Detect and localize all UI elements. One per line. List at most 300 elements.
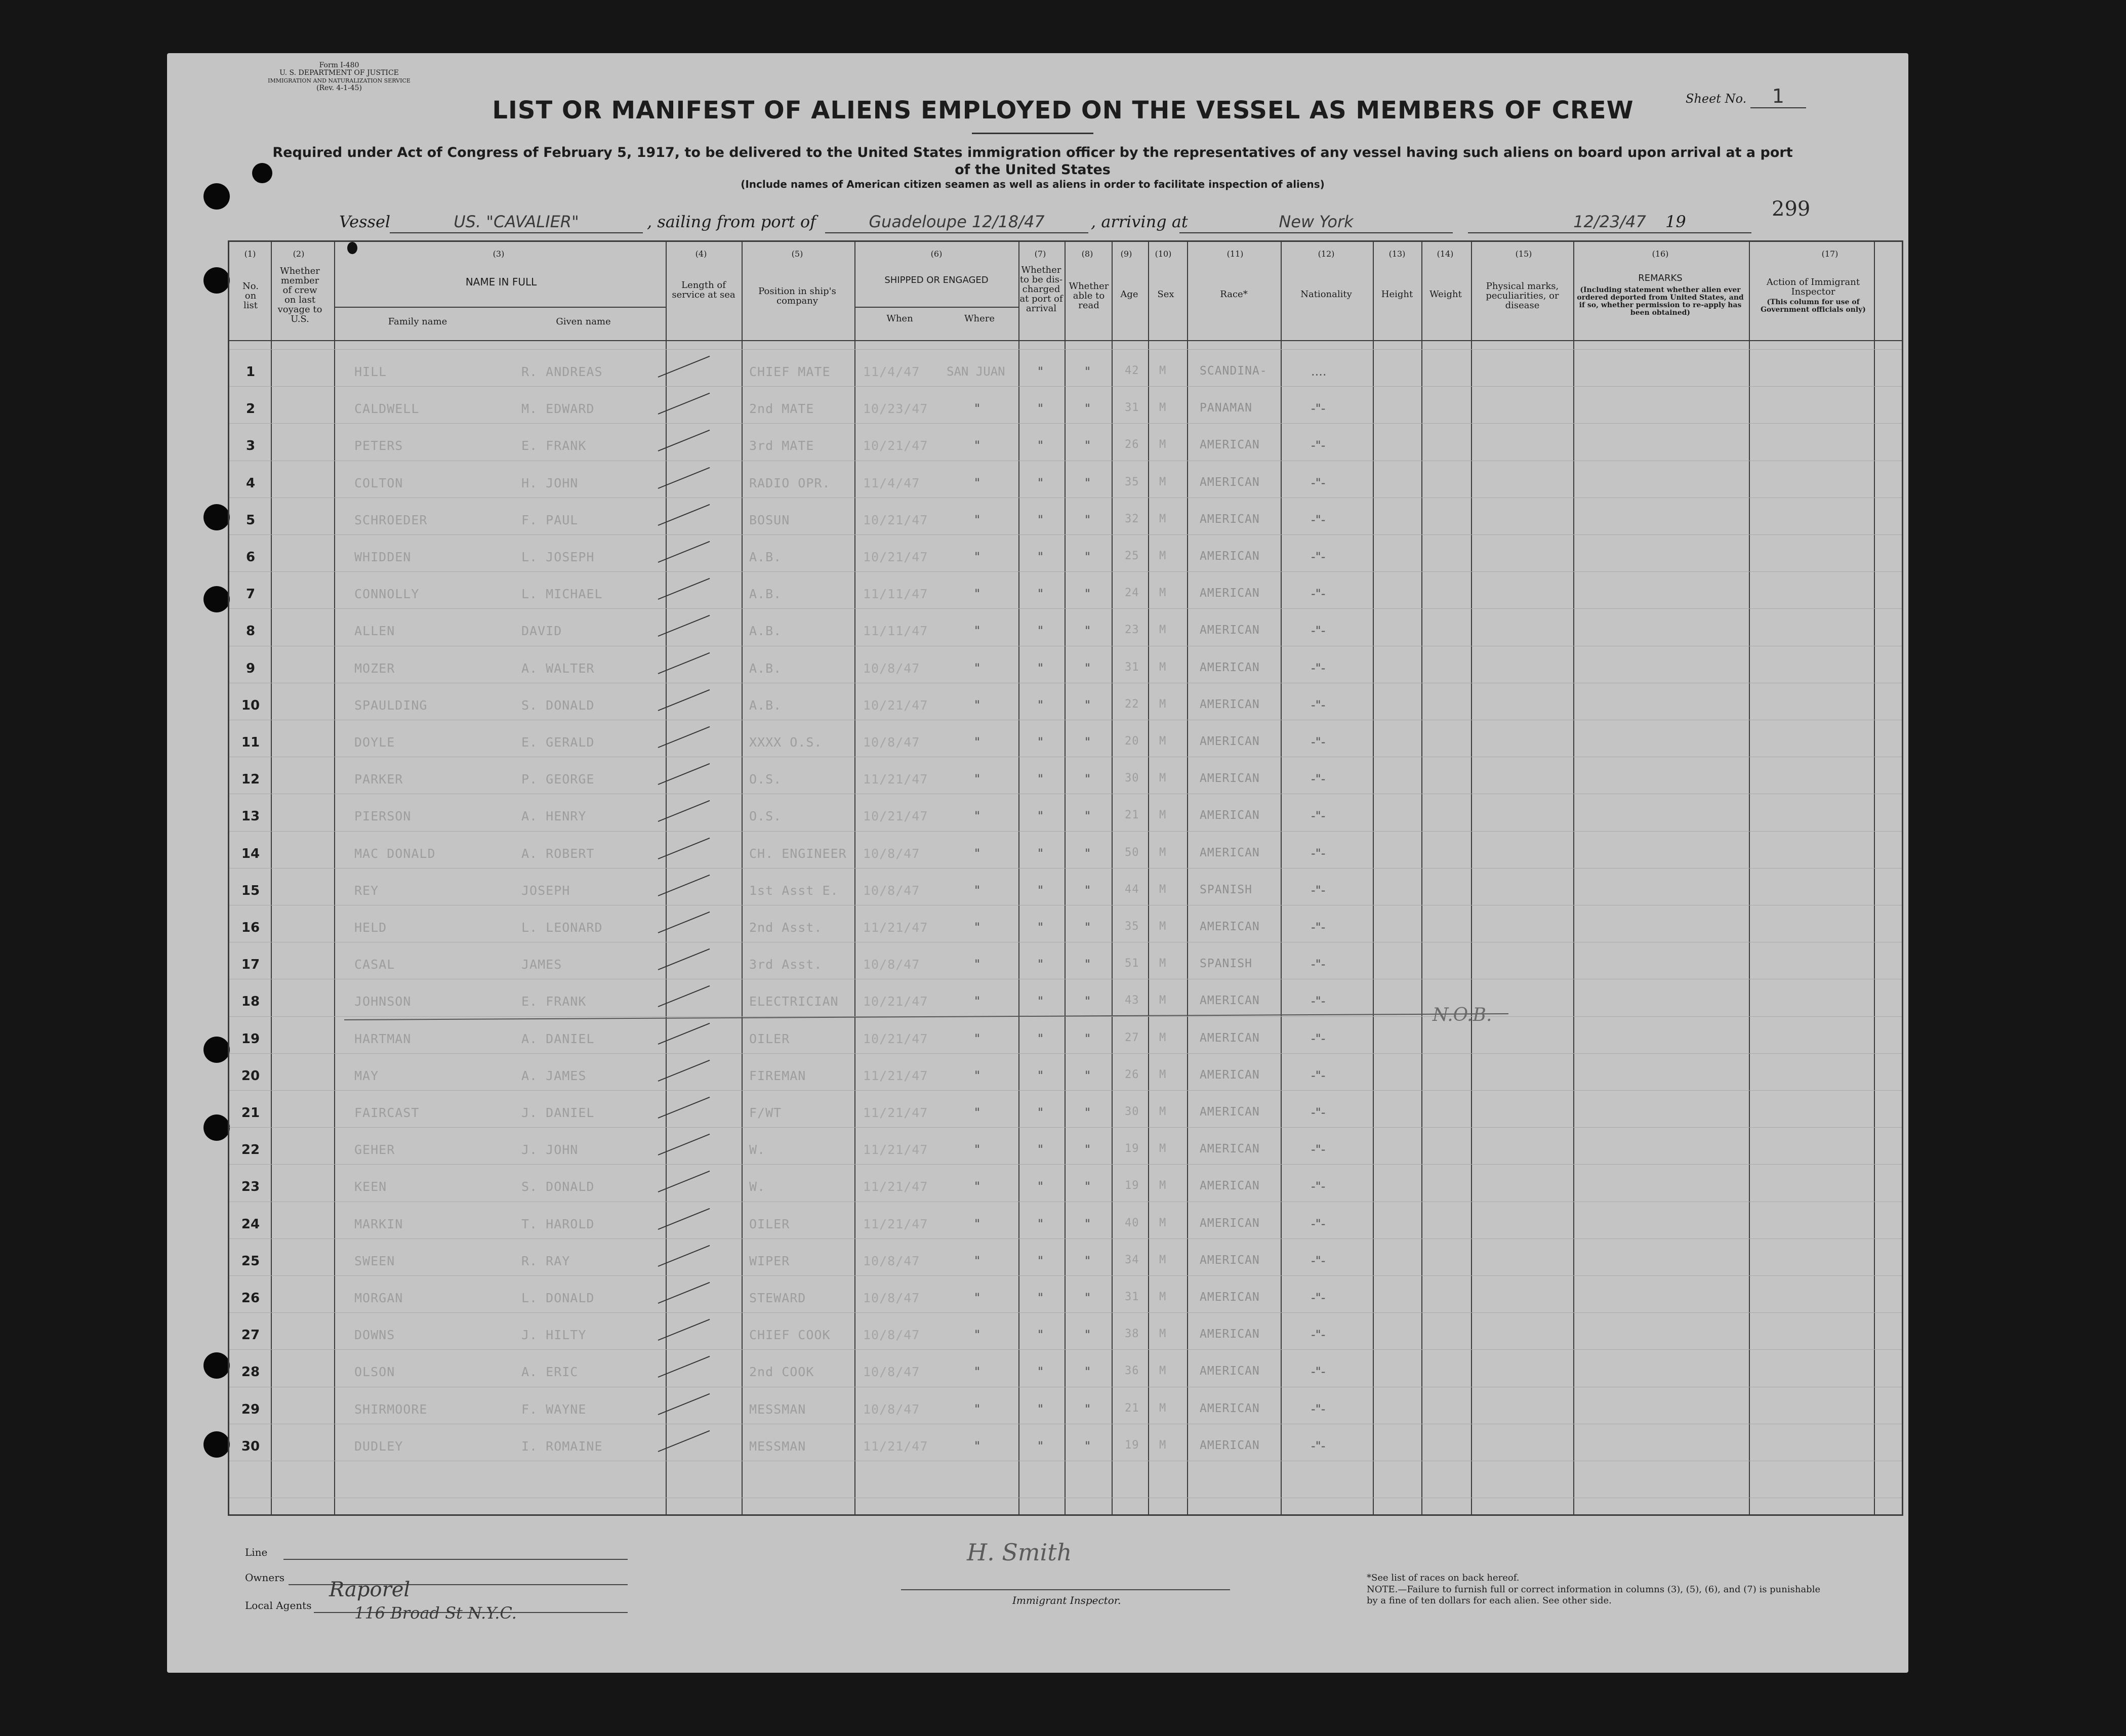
shipped-where: " xyxy=(974,1328,980,1342)
family-name: ALLEN xyxy=(354,624,395,639)
row-rule xyxy=(229,1312,1902,1313)
sex: M xyxy=(1159,438,1167,451)
page-title: LIST OR MANIFEST OF ALIENS EMPLOYED ON THE VESSEL AS MEMBERS OF CREW xyxy=(492,96,1634,125)
header-remarks-note: (Including statement whether alien ever ordered deported from United States, and if so, whether permission to re-apply has been obtained) xyxy=(1577,286,1744,317)
header-height: Height xyxy=(1381,289,1413,300)
sheet-count: 299 xyxy=(1772,197,1811,221)
header-no-on-list: No. on list xyxy=(242,281,259,311)
punch-hole xyxy=(203,183,230,210)
shipped-when: 11/21/47 xyxy=(863,772,928,787)
year-label: 19 xyxy=(1665,212,1686,231)
age: 23 xyxy=(1125,624,1139,637)
shipped-when: 10/21/47 xyxy=(863,512,928,527)
discharged-ditto: " xyxy=(1038,1105,1044,1120)
row-number: 13 xyxy=(241,809,260,824)
row-number: 18 xyxy=(241,994,260,1010)
race: AMERICAN xyxy=(1200,1438,1260,1452)
shipped-when: 11/21/47 xyxy=(863,1068,928,1083)
agents-label: Local Agents xyxy=(245,1599,312,1611)
shipped-where: " xyxy=(974,1216,980,1231)
race: AMERICAN xyxy=(1200,1105,1260,1119)
position: STEWARD xyxy=(749,1291,806,1305)
given-name: A. ERIC xyxy=(521,1365,579,1380)
family-name: FAIRCAST xyxy=(354,1105,420,1120)
shipped-when: 10/21/47 xyxy=(863,994,928,1009)
able-read-ditto: " xyxy=(1085,550,1091,564)
nationality: -"- xyxy=(1311,1068,1326,1083)
position: O.S. xyxy=(749,772,782,787)
column-divider xyxy=(1874,242,1875,1514)
age: 22 xyxy=(1125,697,1139,711)
shipped-where: " xyxy=(974,1031,980,1046)
nationality: -"- xyxy=(1311,587,1326,601)
row-number: 3 xyxy=(246,438,256,454)
age: 50 xyxy=(1125,846,1139,859)
column-divider xyxy=(271,242,272,1514)
nationality: -"- xyxy=(1311,550,1326,564)
family-name: MAY xyxy=(354,1068,379,1083)
given-name: J. DANIEL xyxy=(521,1105,595,1120)
col-num-2: (2) xyxy=(293,249,305,259)
race: AMERICAN xyxy=(1200,994,1260,1008)
given-name: J. HILTY xyxy=(521,1328,587,1343)
sex: M xyxy=(1159,1401,1167,1415)
nob-annotation: N.O.B. xyxy=(1433,1005,1492,1025)
race: AMERICAN xyxy=(1200,809,1260,822)
able-read-ditto: " xyxy=(1085,1142,1091,1157)
able-read-ditto: " xyxy=(1085,1401,1091,1416)
able-read-ditto: " xyxy=(1085,364,1091,379)
sex: M xyxy=(1159,1105,1167,1118)
nationality: -"- xyxy=(1311,1105,1326,1120)
able-read-ditto: " xyxy=(1085,697,1091,712)
able-read-ditto: " xyxy=(1085,475,1091,490)
row-rule xyxy=(229,1053,1902,1054)
row-rule xyxy=(229,608,1902,609)
age: 19 xyxy=(1125,1438,1139,1452)
shipped-where: " xyxy=(974,550,980,564)
discharged-ditto: " xyxy=(1038,697,1044,712)
col-num-15: (15) xyxy=(1515,249,1532,259)
able-read-ditto: " xyxy=(1085,883,1091,897)
header-given-name: Given name xyxy=(556,316,611,327)
age: 51 xyxy=(1125,957,1139,970)
race: AMERICAN xyxy=(1200,1291,1260,1304)
able-read-ditto: " xyxy=(1085,512,1091,527)
discharged-ditto: " xyxy=(1038,1068,1044,1083)
position: A.B. xyxy=(749,624,782,639)
shipped-where: " xyxy=(974,772,980,787)
race: AMERICAN xyxy=(1200,1068,1260,1082)
crew-table xyxy=(228,240,1903,1516)
race: AMERICAN xyxy=(1200,1142,1260,1156)
family-name: DUDLEY xyxy=(354,1438,403,1454)
column-divider xyxy=(666,242,667,1514)
position: OILER xyxy=(749,1031,790,1046)
sex: M xyxy=(1159,735,1167,748)
position: 3rd MATE xyxy=(749,438,814,453)
position: A.B. xyxy=(749,550,782,564)
age: 35 xyxy=(1125,475,1139,488)
column-divider xyxy=(742,242,743,1514)
race: AMERICAN xyxy=(1200,772,1260,786)
nationality: -"- xyxy=(1311,697,1326,712)
position: 1st Asst E. xyxy=(749,883,839,898)
family-name: MORGAN xyxy=(354,1291,403,1305)
punch-hole xyxy=(203,1037,230,1063)
able-read-ditto: " xyxy=(1085,624,1091,638)
shipped-where: " xyxy=(974,587,980,601)
vessel-line xyxy=(339,210,1807,235)
given-name: T. HAROLD xyxy=(521,1216,595,1231)
agents-address: 116 Broad St N.Y.C. xyxy=(354,1603,517,1623)
nationality: -"- xyxy=(1311,809,1326,823)
family-name: OLSON xyxy=(354,1365,395,1380)
discharged-ditto: " xyxy=(1038,772,1044,787)
shipped-where: " xyxy=(974,1142,980,1157)
nationality: -"- xyxy=(1311,1438,1326,1453)
row-number: 4 xyxy=(246,475,256,491)
shipped-where: " xyxy=(974,920,980,934)
sex: M xyxy=(1159,1031,1167,1044)
shipped-where: " xyxy=(974,1401,980,1416)
position: RADIO OPR. xyxy=(749,475,831,490)
sex: M xyxy=(1159,697,1167,711)
shipped-when: 11/21/47 xyxy=(863,1179,928,1194)
given-name: A. JAMES xyxy=(521,1068,587,1083)
shipped-where: " xyxy=(974,1105,980,1120)
family-name: GEHER xyxy=(354,1142,395,1158)
col-num-7: (7) xyxy=(1034,249,1046,259)
able-read-ditto: " xyxy=(1085,1105,1091,1120)
header-name-in-full: NAME IN FULL xyxy=(465,276,537,288)
col-num-1: (1) xyxy=(244,249,256,259)
row-number: 22 xyxy=(241,1142,260,1158)
punch-hole xyxy=(203,1352,230,1379)
family-name: MOZER xyxy=(354,660,395,676)
row-number: 1 xyxy=(246,364,256,380)
row-number: 16 xyxy=(241,920,260,935)
title-divider xyxy=(972,133,1093,134)
shipped-where: " xyxy=(974,660,980,675)
able-read-ditto: " xyxy=(1085,846,1091,860)
race: PANAMAN xyxy=(1200,401,1252,415)
race: AMERICAN xyxy=(1200,846,1260,859)
nationality: -"- xyxy=(1311,920,1326,934)
given-name: A. DANIEL xyxy=(521,1031,595,1046)
row-number: 9 xyxy=(246,660,256,676)
nationality: -"- xyxy=(1311,512,1326,527)
nationality: -"- xyxy=(1311,994,1326,1009)
service: IMMIGRATION AND NATURALIZATION SERVICE xyxy=(268,77,411,84)
position: BOSUN xyxy=(749,512,790,527)
race: AMERICAN xyxy=(1200,735,1260,748)
age: 26 xyxy=(1125,1068,1139,1081)
binder-mark xyxy=(347,242,357,254)
given-name: S. DONALD xyxy=(521,1179,595,1194)
shipped-when: 11/4/47 xyxy=(863,475,920,490)
vessel-value: US. "CAVALIER" xyxy=(390,212,643,233)
given-name: R. RAY xyxy=(521,1253,570,1268)
discharged-ditto: " xyxy=(1038,438,1044,453)
age: 27 xyxy=(1125,1031,1139,1044)
punch-hole xyxy=(203,1114,230,1141)
shipped-when: 10/8/47 xyxy=(863,1328,920,1343)
column-divider xyxy=(1187,242,1188,1514)
position: A.B. xyxy=(749,660,782,676)
row-number: 20 xyxy=(241,1068,260,1084)
family-name: DOYLE xyxy=(354,735,395,750)
age: 34 xyxy=(1125,1253,1139,1266)
given-name: E. FRANK xyxy=(521,994,587,1009)
header-last-voyage: Whether member of crew on last voyage to U.S. xyxy=(277,266,322,324)
race: AMERICAN xyxy=(1200,550,1260,563)
row-rule xyxy=(229,1238,1902,1239)
shipped-where: " xyxy=(974,512,980,527)
row-number: 30 xyxy=(241,1438,260,1454)
shipped-when: 11/21/47 xyxy=(863,1142,928,1158)
header-remarks: REMARKS xyxy=(1638,273,1683,283)
given-name: I. ROMAINE xyxy=(521,1438,603,1454)
column-divider xyxy=(1281,242,1282,1514)
sex: M xyxy=(1159,1253,1167,1266)
arriving-label: , arriving at xyxy=(1091,212,1188,231)
row-number: 6 xyxy=(246,550,256,565)
row-rule xyxy=(229,1275,1902,1276)
discharged-ditto: " xyxy=(1038,735,1044,749)
shipped-when: 11/21/47 xyxy=(863,1438,928,1454)
row-number: 12 xyxy=(241,772,260,788)
row-rule xyxy=(229,868,1902,869)
shipped-where: " xyxy=(974,624,980,638)
subheader-rule xyxy=(334,307,666,308)
header-sex: Sex xyxy=(1157,289,1174,300)
able-read-ditto: " xyxy=(1085,1179,1091,1194)
sex: M xyxy=(1159,846,1167,859)
discharged-ditto: " xyxy=(1038,883,1044,897)
family-name: WHIDDEN xyxy=(354,550,412,564)
col-num-6: (6) xyxy=(930,249,943,259)
family-name: MARKIN xyxy=(354,1216,403,1231)
row-number: 2 xyxy=(246,401,256,417)
age: 35 xyxy=(1125,920,1139,933)
row-rule xyxy=(229,571,1902,572)
col-num-14: (14) xyxy=(1437,249,1454,259)
shipped-when: 10/21/47 xyxy=(863,438,928,453)
nationality: -"- xyxy=(1311,846,1326,860)
nationality: -"- xyxy=(1311,1031,1326,1046)
shipped-when: 10/8/47 xyxy=(863,846,920,861)
position: A.B. xyxy=(749,697,782,713)
row-number: 11 xyxy=(241,735,260,750)
nationality: -"- xyxy=(1311,1328,1326,1342)
race: AMERICAN xyxy=(1200,697,1260,711)
sailing-value: Guadeloupe 12/18/47 xyxy=(825,212,1088,233)
age: 25 xyxy=(1125,550,1139,562)
sex: M xyxy=(1159,550,1167,562)
discharged-ditto: " xyxy=(1038,957,1044,972)
position: W. xyxy=(749,1179,766,1194)
col-num-11: (11) xyxy=(1226,249,1244,259)
discharged-ditto: " xyxy=(1038,1031,1044,1046)
nationality: -"- xyxy=(1311,1216,1326,1231)
punch-hole xyxy=(203,1431,230,1458)
discharged-ditto: " xyxy=(1038,1291,1044,1305)
row-number: 28 xyxy=(241,1365,260,1380)
position: 2nd MATE xyxy=(749,401,814,417)
discharged-ditto: " xyxy=(1038,624,1044,638)
discharged-ditto: " xyxy=(1038,1179,1044,1194)
owners-label: Owners xyxy=(245,1572,285,1584)
race: AMERICAN xyxy=(1200,1365,1260,1378)
position: ELECTRICIAN xyxy=(749,994,839,1009)
col-num-9: (9) xyxy=(1120,249,1132,259)
vessel-label: Vessel xyxy=(339,212,391,231)
shipped-when: 11/21/47 xyxy=(863,1105,928,1120)
sailing-label: , sailing from port of xyxy=(647,212,816,231)
requirement-text: Required under Act of Congress of February 5, 1917, to be delivered to the United States immigration officer by the representatives of any vessel having such aliens on board upon arrival at a port of the United States xyxy=(272,145,1793,178)
col-num-8: (8) xyxy=(1081,249,1093,259)
sex: M xyxy=(1159,1328,1167,1341)
sheet-value: 1 xyxy=(1750,85,1806,108)
race: AMERICAN xyxy=(1200,920,1260,933)
race: SPANISH xyxy=(1200,957,1252,971)
nationality: .... xyxy=(1311,364,1327,379)
header-age: Age xyxy=(1120,289,1138,300)
discharged-ditto: " xyxy=(1038,809,1044,823)
row-number: 5 xyxy=(246,512,256,528)
given-name: JOSEPH xyxy=(521,883,570,898)
column-divider xyxy=(1065,242,1066,1514)
shipped-when: 11/11/47 xyxy=(863,624,928,639)
given-name: R. ANDREAS xyxy=(521,364,603,379)
age: 30 xyxy=(1125,1105,1139,1118)
header-physical: Physical marks, peculiarities, or disease xyxy=(1486,281,1559,311)
position: CH. ENGINEER xyxy=(749,846,847,861)
family-name: MAC DONALD xyxy=(354,846,436,861)
age: 38 xyxy=(1125,1328,1139,1341)
able-read-ditto: " xyxy=(1085,1365,1091,1379)
row-rule xyxy=(229,831,1902,832)
inspector-signature: H. Smith xyxy=(967,1539,1072,1566)
family-name: CASAL xyxy=(354,957,395,972)
row-rule xyxy=(229,349,1902,350)
family-name: REY xyxy=(354,883,379,898)
given-name: F. WAYNE xyxy=(521,1401,587,1417)
column-divider xyxy=(1148,242,1149,1514)
sex: M xyxy=(1159,1068,1167,1081)
header-weight: Weight xyxy=(1429,289,1462,300)
position: 2nd Asst. xyxy=(749,920,823,935)
able-read-ditto: " xyxy=(1085,1438,1091,1453)
row-number: 27 xyxy=(241,1328,260,1343)
family-name: KEEN xyxy=(354,1179,387,1194)
discharged-ditto: " xyxy=(1038,587,1044,601)
sex: M xyxy=(1159,1291,1167,1303)
sex: M xyxy=(1159,475,1167,488)
row-rule xyxy=(229,423,1902,424)
sex: M xyxy=(1159,920,1167,933)
col-num-3: (3) xyxy=(493,249,505,259)
discharged-ditto: " xyxy=(1038,364,1044,379)
line-label: Line xyxy=(245,1546,268,1558)
shipped-where: " xyxy=(974,1365,980,1379)
shipped-when: 10/21/47 xyxy=(863,1031,928,1046)
sex: M xyxy=(1159,660,1167,674)
position: MESSMAN xyxy=(749,1438,806,1454)
able-read-ditto: " xyxy=(1085,587,1091,601)
able-read-ditto: " xyxy=(1085,401,1091,416)
line-field xyxy=(283,1558,628,1560)
shipped-when: 10/8/47 xyxy=(863,660,920,676)
sex: M xyxy=(1159,809,1167,822)
shipped-where: " xyxy=(974,809,980,823)
family-name: HILL xyxy=(354,364,387,379)
header-family-name: Family name xyxy=(388,316,447,327)
shipped-when: 10/23/47 xyxy=(863,401,928,417)
age: 32 xyxy=(1125,512,1139,525)
row-number: 23 xyxy=(241,1179,260,1195)
family-name: SWEEN xyxy=(354,1253,395,1268)
given-name: L. LEONARD xyxy=(521,920,603,935)
row-number: 15 xyxy=(241,883,260,898)
position: FIREMAN xyxy=(749,1068,806,1083)
shipped-when: 10/21/47 xyxy=(863,809,928,824)
col-num-12: (12) xyxy=(1318,249,1335,259)
sex: M xyxy=(1159,994,1167,1007)
sheet-label: Sheet No. xyxy=(1686,92,1747,106)
inspector-line xyxy=(901,1589,1230,1590)
age: 40 xyxy=(1125,1216,1139,1229)
nationality: -"- xyxy=(1311,475,1326,490)
given-name: L. JOSEPH xyxy=(521,550,595,564)
position: XXXX O.S. xyxy=(749,735,823,750)
shipped-where: " xyxy=(974,846,980,860)
position: A.B. xyxy=(749,587,782,602)
able-read-ditto: " xyxy=(1085,1253,1091,1268)
row-number: 8 xyxy=(246,624,256,639)
nationality: -"- xyxy=(1311,1365,1326,1379)
able-read-ditto: " xyxy=(1085,1291,1091,1305)
row-number: 10 xyxy=(241,697,260,713)
shipped-where: " xyxy=(974,1253,980,1268)
header-when: When xyxy=(886,313,913,324)
shipped-when: 10/8/47 xyxy=(863,735,920,750)
nationality: -"- xyxy=(1311,660,1326,675)
shipped-where: " xyxy=(974,1179,980,1194)
include-note: (Include names of American citizen seamen as well as aliens in order to facilitate inspection of aliens) xyxy=(741,178,1325,190)
race: AMERICAN xyxy=(1200,475,1260,489)
race: AMERICAN xyxy=(1200,1401,1260,1415)
able-read-ditto: " xyxy=(1085,660,1091,675)
header-position: Position in ship's company xyxy=(758,286,836,306)
shipped-where: " xyxy=(974,1291,980,1305)
nationality: -"- xyxy=(1311,624,1326,638)
sex: M xyxy=(1159,512,1167,525)
given-name: H. JOHN xyxy=(521,475,579,490)
header-able-read: Whether able to read xyxy=(1069,281,1109,311)
position: CHIEF COOK xyxy=(749,1328,831,1343)
shipped-where: " xyxy=(974,883,980,897)
col-num-16: (16) xyxy=(1652,249,1669,259)
race: SCANDINA- xyxy=(1200,364,1268,378)
nationality: -"- xyxy=(1311,772,1326,787)
given-name: E. GERALD xyxy=(521,735,595,750)
given-name: A. WALTER xyxy=(521,660,595,676)
family-name: JOHNSON xyxy=(354,994,412,1009)
shipped-where: " xyxy=(974,957,980,972)
age: 19 xyxy=(1125,1142,1139,1155)
